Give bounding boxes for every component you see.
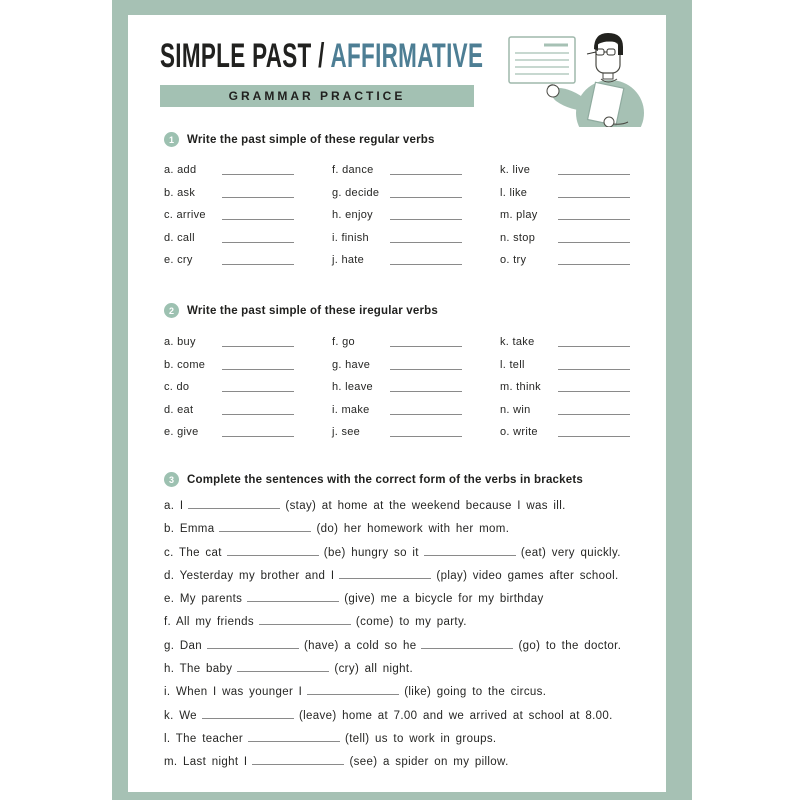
sentence-text: (like) going to the circus. <box>404 686 547 699</box>
answer-blank-line <box>237 660 329 672</box>
verb-label: j. hate <box>332 253 365 266</box>
section-2-header <box>164 303 664 318</box>
verb-item <box>500 349 640 371</box>
verb-item <box>500 394 640 416</box>
sentence-line <box>164 611 664 634</box>
verb-item <box>164 394 304 416</box>
section-1-header <box>164 132 664 147</box>
answer-blank-line <box>222 216 294 220</box>
answer-blank-line <box>222 433 294 437</box>
verb-label: i. finish <box>332 231 369 244</box>
answer-blank-line <box>188 497 280 509</box>
answer-blank-line <box>222 194 294 198</box>
answer-blank-line <box>390 343 462 347</box>
answer-blank-line <box>558 388 630 392</box>
sentence-text: f. All my friends <box>164 616 254 629</box>
verb-label: m. think <box>500 381 541 394</box>
section-3-header <box>164 472 664 487</box>
answer-blank-line <box>421 637 513 649</box>
answer-blank-line <box>558 261 630 265</box>
sentence-line <box>164 542 664 565</box>
verb-column <box>164 155 304 267</box>
section-heading: Write the past simple of these regular verbs <box>187 133 435 146</box>
section-number-badge: 3 <box>164 472 179 487</box>
answer-blank-line <box>558 194 630 198</box>
answer-blank-line <box>390 388 462 392</box>
irregular-verbs-grid <box>164 327 668 439</box>
verb-item <box>500 372 640 394</box>
sentence-text: h. The baby <box>164 663 233 676</box>
verb-item <box>500 200 640 222</box>
verb-label: g. have <box>332 358 371 371</box>
sentence-text: (give) me a bicycle for my birthday <box>344 593 544 606</box>
sentence-text: i. When I was younger I <box>164 686 303 699</box>
worksheet-title <box>160 39 483 73</box>
sentence-text: k. We <box>164 709 197 722</box>
verb-column <box>332 155 472 267</box>
sentence-text: (tell) us to work in groups. <box>345 732 497 745</box>
verb-label: k. take <box>500 336 535 349</box>
verb-item <box>164 222 304 244</box>
answer-blank-line <box>227 544 319 556</box>
sentence-line <box>164 495 664 518</box>
teacher-illustration <box>506 25 651 127</box>
sentence-line <box>164 728 664 751</box>
verb-label: b. ask <box>164 186 196 199</box>
verb-item <box>500 155 640 177</box>
answer-blank-line <box>390 261 462 265</box>
verb-item <box>164 327 304 349</box>
sentence-text: c. The cat <box>164 546 222 559</box>
answer-blank-line <box>558 216 630 220</box>
verb-item <box>164 177 304 199</box>
verb-item <box>332 222 472 244</box>
verb-label: l. like <box>500 186 528 199</box>
answer-blank-line <box>424 544 516 556</box>
verb-column <box>164 327 304 439</box>
verb-label: d. eat <box>164 403 194 416</box>
sentence-line <box>164 658 664 681</box>
verb-item <box>164 245 304 267</box>
verb-item <box>332 394 472 416</box>
verb-item <box>500 177 640 199</box>
sentence-line <box>164 681 664 704</box>
verb-label: b. come <box>164 358 206 371</box>
verb-label: a. buy <box>164 336 196 349</box>
verb-label: m. play <box>500 209 538 222</box>
answer-blank-line <box>207 637 299 649</box>
worksheet-green-frame <box>112 0 692 800</box>
verb-item <box>164 417 304 439</box>
answer-blank-line <box>222 388 294 392</box>
verb-column <box>500 155 640 267</box>
answer-blank-line <box>222 411 294 415</box>
answer-blank-line <box>390 366 462 370</box>
verb-label: n. stop <box>500 231 536 244</box>
verb-item <box>332 417 472 439</box>
verb-item <box>332 245 472 267</box>
verb-item <box>332 200 472 222</box>
answer-blank-line <box>222 343 294 347</box>
answer-blank-line <box>222 171 294 175</box>
answer-blank-line <box>202 707 294 719</box>
verb-item <box>332 349 472 371</box>
sentence-text: (see) a spider on my pillow. <box>349 756 509 769</box>
answer-blank-line <box>558 433 630 437</box>
section-number-badge: 2 <box>164 303 179 318</box>
sentence-text: (eat) very quickly. <box>520 546 621 559</box>
sentence-text: a. I <box>164 500 184 512</box>
answer-blank-line <box>247 590 339 602</box>
verb-label: n. win <box>500 403 531 416</box>
verb-column <box>332 327 472 439</box>
verb-item <box>164 349 304 371</box>
sentence-text: (cry) all night. <box>334 663 414 676</box>
sentence-text: d. Yesterday my brother and I <box>164 569 335 582</box>
section-number-badge: 1 <box>164 132 179 147</box>
answer-blank-line <box>558 366 630 370</box>
sentence-list <box>164 495 664 775</box>
sentence-text: (have) a cold so he <box>303 639 417 652</box>
verb-label: f. dance <box>332 164 374 177</box>
verb-item <box>164 155 304 177</box>
answer-blank-line <box>222 239 294 243</box>
sentence-text: (leave) home at 7.00 and we arrived at school at 8.00. <box>298 709 613 722</box>
sentence-line <box>164 518 664 541</box>
sentence-text: g. Dan <box>164 639 202 652</box>
answer-blank-line <box>390 216 462 220</box>
verb-item <box>332 372 472 394</box>
verb-label: i. make <box>332 403 370 416</box>
answer-blank-line <box>390 171 462 175</box>
answer-blank-line <box>339 567 431 579</box>
answer-blank-line <box>259 613 351 625</box>
answer-blank-line <box>390 411 462 415</box>
sentence-text: (be) hungry so it <box>323 546 419 559</box>
sentence-line <box>164 751 664 774</box>
sentence-text: (play) video games after school. <box>436 569 619 582</box>
sentence-text: (do) her homework with her mom. <box>316 523 510 536</box>
section-heading: Complete the sentences with the correct form of the verbs in brackets <box>187 473 583 486</box>
answer-blank-line <box>558 343 630 347</box>
answer-blank-line <box>222 261 294 265</box>
answer-blank-line <box>558 171 630 175</box>
sentence-text: l. The teacher <box>164 732 244 745</box>
verb-item <box>164 372 304 394</box>
subtitle-bar <box>160 85 474 107</box>
answer-blank-line <box>558 411 630 415</box>
sentence-text: e. My parents <box>164 593 243 606</box>
verb-label: g. decide <box>332 186 380 199</box>
verb-item <box>500 222 640 244</box>
answer-blank-line <box>219 520 311 532</box>
sentence-text: m. Last night I <box>164 756 248 769</box>
verb-label: c. arrive <box>164 209 206 222</box>
sentence-text: (stay) at home at the weekend because I was ill. <box>285 500 566 512</box>
verb-label: o. try <box>500 253 527 266</box>
answer-blank-line <box>307 683 399 695</box>
verb-item <box>332 327 472 349</box>
regular-verbs-grid <box>164 155 668 267</box>
verb-label: a. add <box>164 164 197 177</box>
answer-blank-line <box>222 366 294 370</box>
section-heading: Write the past simple of these iregular verbs <box>187 304 438 317</box>
answer-blank-line <box>390 239 462 243</box>
verb-item <box>500 417 640 439</box>
answer-blank-line <box>252 753 344 765</box>
verb-label: h. enjoy <box>332 209 373 222</box>
sentence-text: b. Emma <box>164 523 215 536</box>
sentence-line <box>164 588 664 611</box>
worksheet-page <box>128 15 666 792</box>
verb-item <box>500 327 640 349</box>
title-accent: AFFIRMATIVE <box>330 37 484 75</box>
answer-blank-line <box>390 194 462 198</box>
verb-item <box>332 177 472 199</box>
verb-label: o. write <box>500 425 538 438</box>
answer-blank-line <box>390 433 462 437</box>
verb-label: k. live <box>500 164 531 177</box>
verb-label: j. see <box>332 425 361 438</box>
sentence-text: (come) to my party. <box>355 616 467 629</box>
verb-label: h. leave <box>332 381 373 394</box>
verb-label: l. tell <box>500 358 525 371</box>
whiteboard-icon <box>509 37 575 83</box>
sentence-line <box>164 565 664 588</box>
verb-label: f. go <box>332 336 355 349</box>
verb-item <box>500 245 640 267</box>
verb-label: c. do <box>164 381 190 394</box>
sentence-text: (go) to the doctor. <box>518 639 622 652</box>
sentence-line <box>164 635 664 658</box>
title-main: SIMPLE PAST / <box>160 37 325 75</box>
sentence-line <box>164 705 664 728</box>
subtitle-text: GRAMMAR PRACTICE <box>228 89 406 103</box>
verb-column <box>500 327 640 439</box>
answer-blank-line <box>248 730 340 742</box>
answer-blank-line <box>558 239 630 243</box>
verb-item <box>332 155 472 177</box>
verb-label: e. give <box>164 425 199 438</box>
verb-item <box>164 200 304 222</box>
verb-label: e. cry <box>164 253 193 266</box>
verb-label: d. call <box>164 231 195 244</box>
